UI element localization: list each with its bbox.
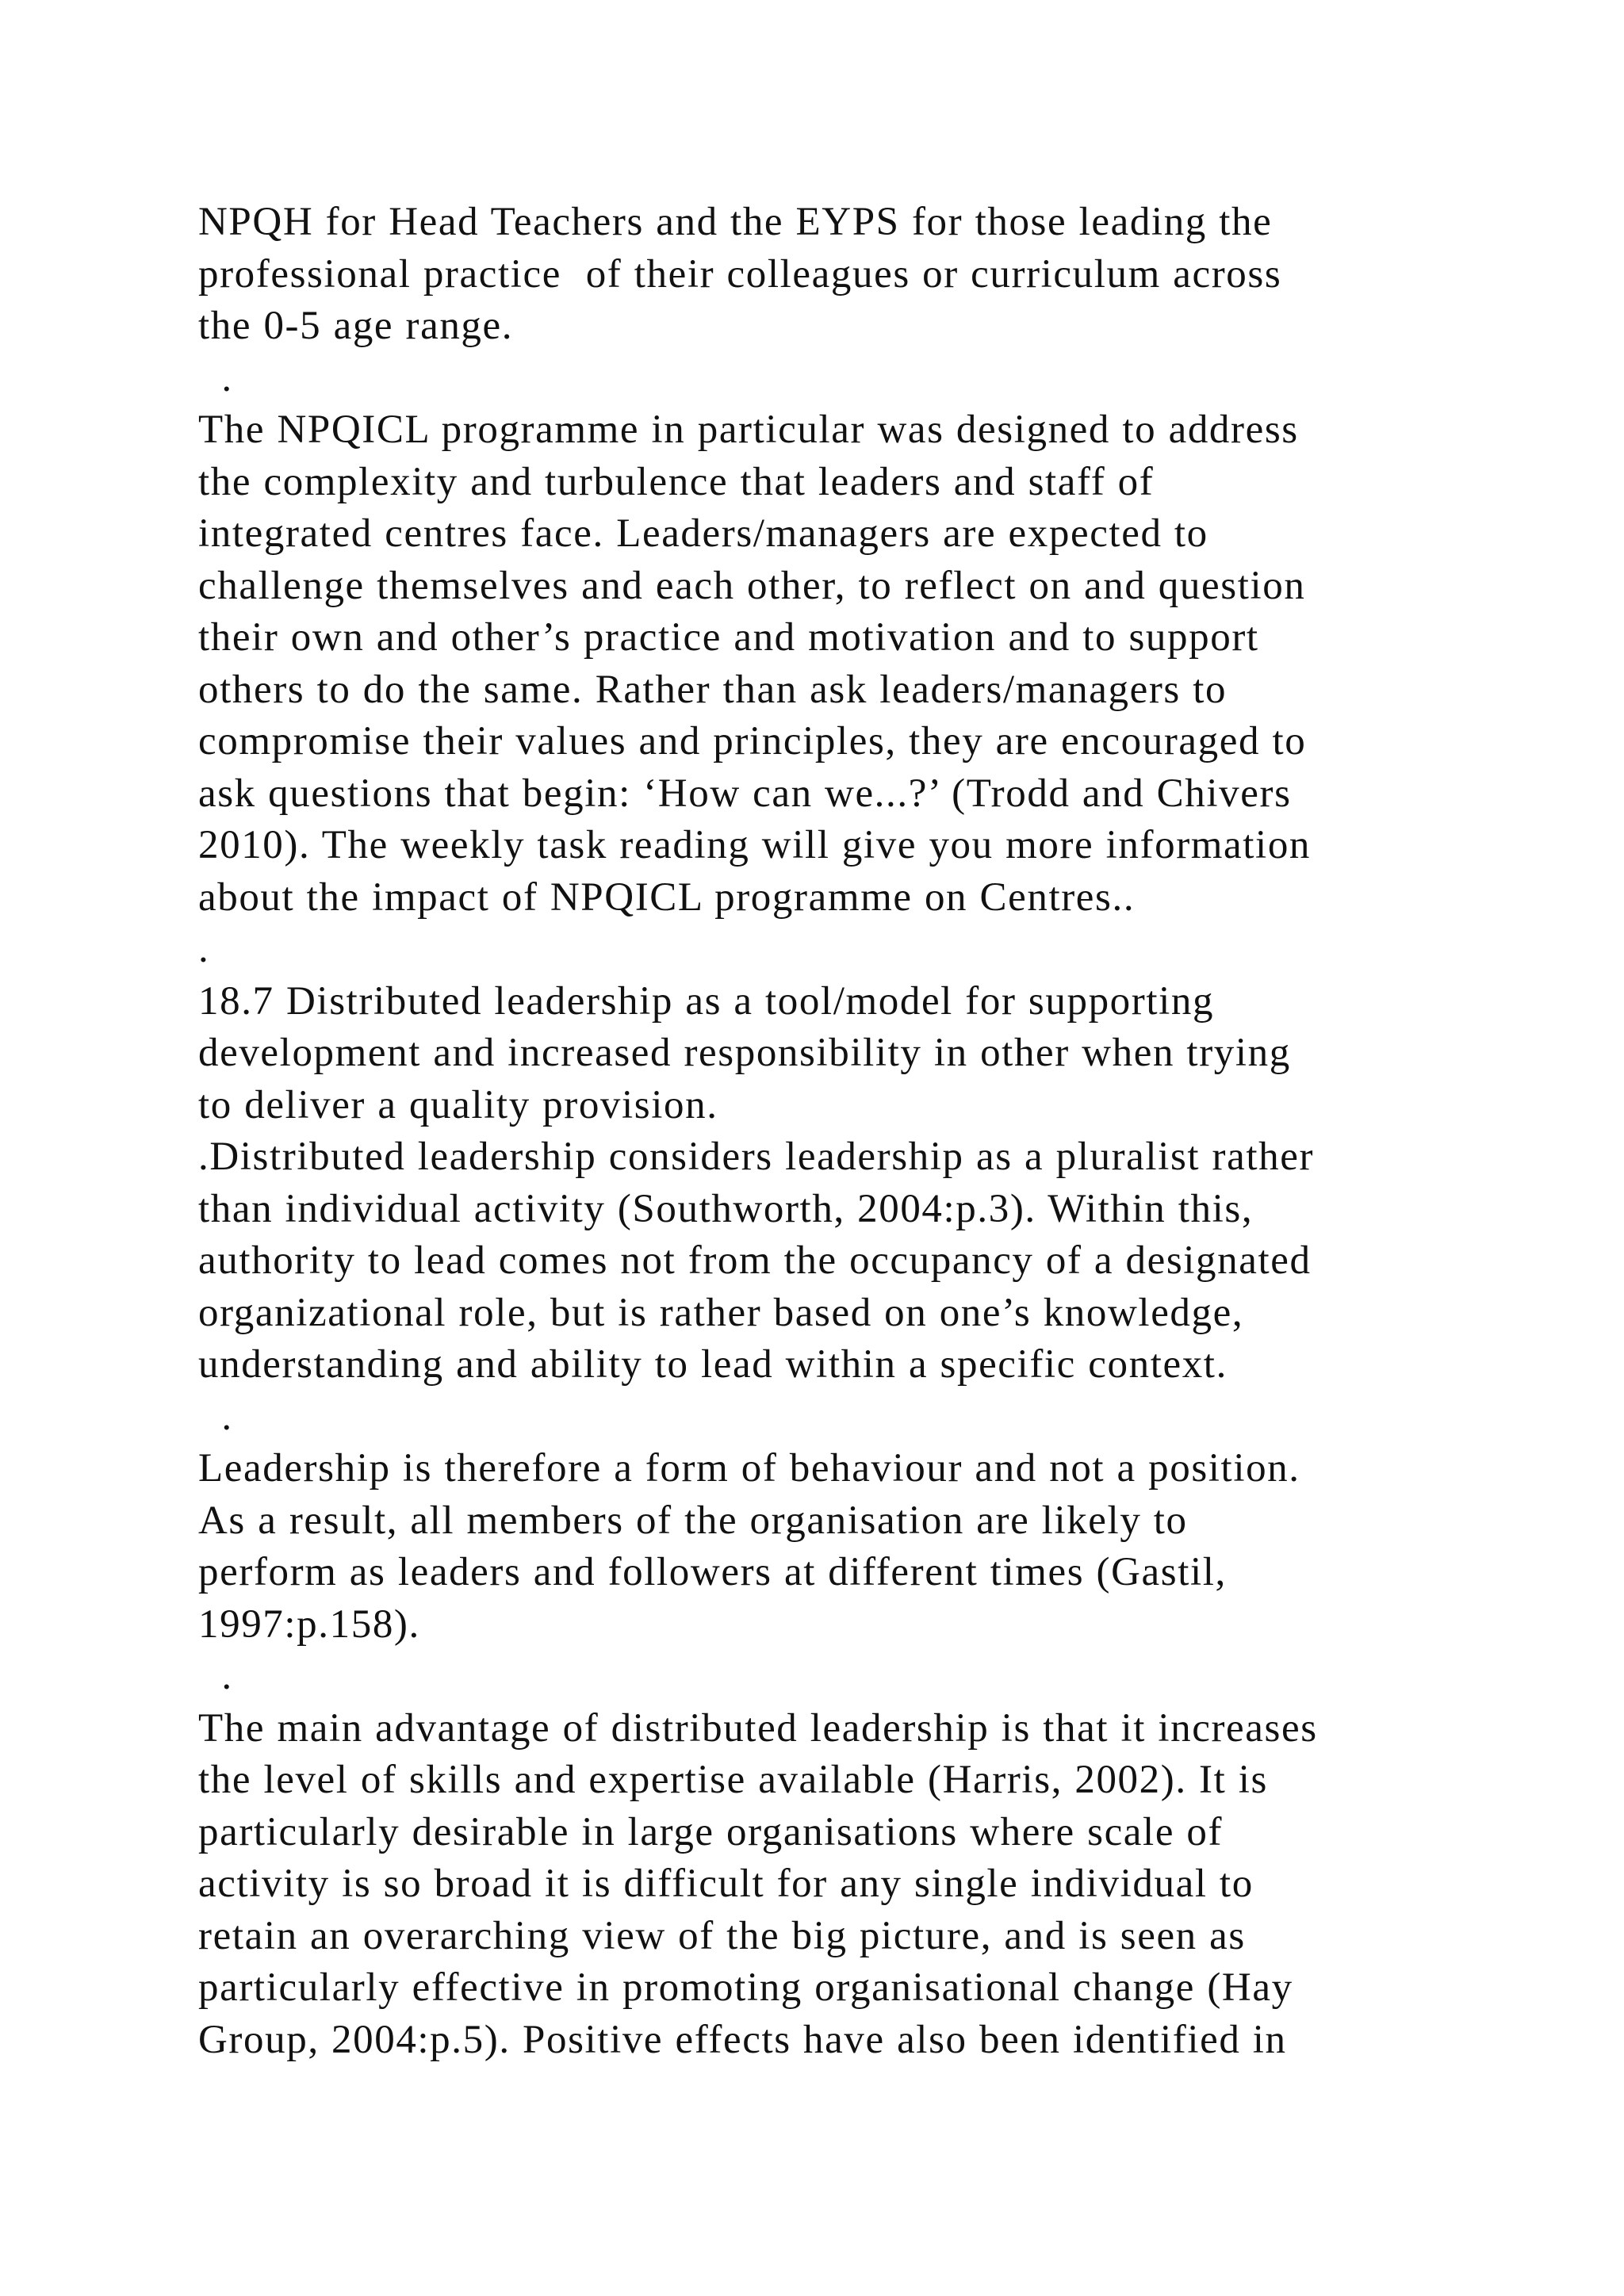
text-line: authority to lead comes not from the occupancy of a designated bbox=[198, 1238, 1312, 1283]
text-line: retain an overarching view of the big picture, and is seen as bbox=[198, 1913, 1246, 1958]
text-line: their own and other’s practice and motivation and to support bbox=[198, 615, 1259, 660]
text-line: Group, 2004:p.5). Positive effects have also been identified in bbox=[198, 2017, 1287, 2062]
text-line: integrated centres face. Leaders/managers are expected to bbox=[198, 511, 1208, 556]
text-line: the complexity and turbulence that leaders and staff of bbox=[198, 459, 1155, 504]
text-line: others to do the same. Rather than ask leaders/managers to bbox=[198, 667, 1228, 712]
text-line: The main advantage of distributed leadership is that it increases bbox=[198, 1705, 1318, 1751]
text-line: the 0-5 age range. bbox=[198, 304, 514, 348]
section-heading-line: to deliver a quality provision. bbox=[198, 1082, 718, 1127]
text-line: particularly desirable in large organisations where scale of bbox=[198, 1809, 1224, 1854]
text-line: The NPQICL programme in particular was designed to address bbox=[198, 408, 1299, 452]
text-line: challenge themselves and each other, to reflect on and question bbox=[198, 563, 1306, 608]
separator-dot: . bbox=[209, 355, 233, 400]
text-line: compromise their values and principles, they are encouraged to bbox=[198, 719, 1307, 763]
text-line: perform as leaders and followers at different times (Gastil, bbox=[198, 1550, 1227, 1594]
body-text bbox=[198, 197, 1546, 2066]
text-line: professional practice of their colleagues or curriculum across bbox=[198, 251, 1282, 297]
text-line: than individual activity (Southworth, 2004:p.3). Within this, bbox=[198, 1186, 1254, 1231]
text-line: organizational role, but is rather based on one’s knowledge, bbox=[198, 1290, 1244, 1335]
text-line: ask questions that begin: ‘How can we...?’ (Trodd and Chivers bbox=[198, 771, 1292, 816]
text-line: activity is so broad it is difficult for any single individual to bbox=[198, 1862, 1254, 1906]
text-line: Leadership is therefore a form of behaviour and not a position. bbox=[198, 1446, 1300, 1490]
text-line: .Distributed leadership considers leadership as a pluralist rather bbox=[198, 1135, 1315, 1179]
text-line: 1997:p.158). bbox=[198, 1601, 420, 1647]
text-line: particularly effective in promoting organisational change (Hay bbox=[198, 1965, 1293, 2010]
separator-dot: . bbox=[198, 927, 210, 971]
text-line: 2010). The weekly task reading will give you more information bbox=[198, 823, 1312, 867]
section-heading-line: development and increased responsibility in other when trying bbox=[198, 1031, 1291, 1075]
text-line: about the impact of NPQICL programme on Centres.. bbox=[198, 874, 1136, 920]
separator-dot: . bbox=[209, 1394, 233, 1439]
text-line: the level of skills and expertise available (Harris, 2002). It is bbox=[198, 1758, 1268, 1802]
separator-dot: . bbox=[209, 1654, 233, 1698]
text-line: understanding and ability to lead within a specific context. bbox=[198, 1342, 1228, 1387]
text-line: As a result, all members of the organisation are likely to bbox=[198, 1498, 1188, 1543]
section-heading-line: 18.7 Distributed leadership as a tool/model for supporting bbox=[198, 978, 1215, 1024]
text-line: NPQH for Head Teachers and the EYPS for those leading the bbox=[198, 200, 1273, 244]
